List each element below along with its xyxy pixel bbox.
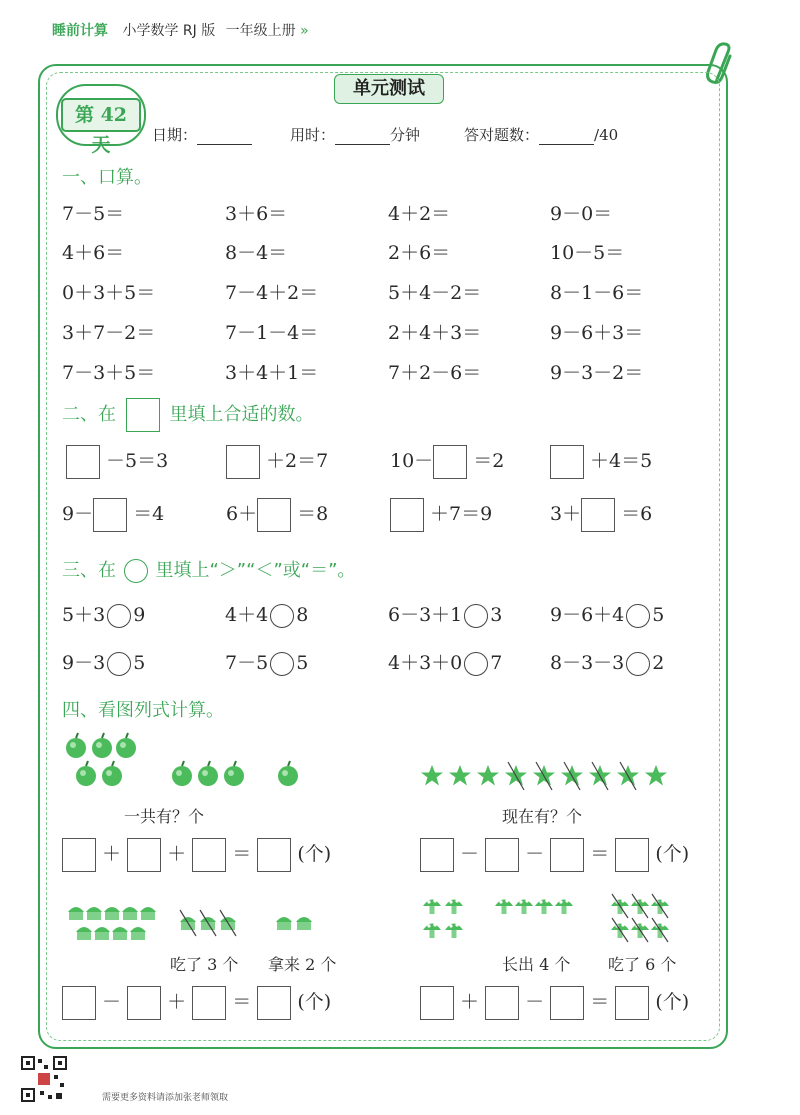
q4-caption-grown: 长出 4 个 — [502, 955, 571, 974]
answer-box[interactable] — [485, 838, 519, 872]
op-plus: ＋ — [102, 843, 122, 865]
answer-box[interactable] — [257, 838, 291, 872]
op-plus: ＋ — [460, 991, 480, 1013]
section-1-title: 一、口算。 — [62, 167, 152, 188]
oral-item: 10－5＝ — [550, 242, 625, 264]
oral-item: 4＋6＝ — [62, 242, 125, 264]
op-minus: － — [525, 843, 545, 865]
fill-item — [390, 445, 504, 479]
fill-item-text: 9－ — [62, 503, 94, 525]
answer-circle[interactable] — [626, 652, 650, 676]
oral-item: 2＋4＋3＝ — [388, 322, 482, 344]
score-field — [464, 124, 618, 145]
section-3-title — [62, 556, 355, 583]
footer-note: 需要更多资料请添加张老师领取 — [102, 1093, 229, 1103]
op-equal: ＝ — [232, 991, 252, 1013]
fill-item — [390, 498, 492, 532]
answer-box[interactable] — [550, 986, 584, 1020]
answer-box[interactable] — [420, 986, 454, 1020]
compare-left: 9－3 — [62, 652, 106, 674]
header-arrow-icon: » — [300, 23, 309, 39]
score-label: 答对题数： — [464, 126, 540, 144]
answer-box[interactable] — [581, 498, 615, 532]
book-name: 小学数学 RJ 版 — [122, 23, 216, 39]
oral-item: 9－0＝ — [550, 203, 613, 225]
fill-item-text: 10－ — [390, 450, 434, 472]
compare-right: 9 — [133, 604, 146, 626]
answer-box[interactable] — [485, 986, 519, 1020]
oral-item: 8－1－6＝ — [550, 282, 644, 304]
fill-item-text: 6＋ — [226, 503, 258, 525]
compare-left: 5＋3 — [62, 604, 106, 626]
time-unit: 分钟 — [390, 126, 421, 144]
section-2-title-pre: 二、在 — [62, 404, 116, 425]
op-equal: ＝ — [590, 843, 610, 865]
op-equal: ＝ — [232, 843, 252, 865]
unit-label: (个) — [655, 843, 690, 865]
q2-equation — [420, 838, 689, 872]
compare-right: 7 — [490, 652, 503, 674]
compare-item — [550, 600, 664, 628]
oral-item: 3＋6＝ — [225, 203, 288, 225]
answer-circle[interactable] — [626, 604, 650, 628]
fill-item-text: ＝2 — [473, 450, 505, 472]
answer-box[interactable] — [192, 986, 226, 1020]
answer-box[interactable] — [550, 838, 584, 872]
apples-picture — [62, 732, 312, 794]
oral-item: 3＋4＋1＝ — [225, 362, 319, 384]
compare-left: 8－3－3 — [550, 652, 625, 674]
compare-item — [550, 648, 664, 676]
q2-caption: 现在有？个 — [502, 807, 583, 826]
fill-item-text: ＝4 — [133, 503, 165, 525]
day-label: 第 42 天 — [61, 98, 141, 132]
op-plus: ＋ — [167, 843, 187, 865]
compare-right: 5 — [296, 652, 309, 674]
oral-item: 3＋7－2＝ — [62, 322, 156, 344]
op-minus: － — [102, 991, 122, 1013]
answer-box[interactable] — [420, 838, 454, 872]
cupcakes-picture — [64, 898, 324, 944]
fill-item-text: ＝8 — [297, 503, 329, 525]
compare-left: 4＋4 — [225, 604, 269, 626]
date-field — [152, 124, 252, 145]
answer-circle[interactable] — [464, 652, 488, 676]
section-2-title-post: 里填上合适的数。 — [169, 404, 314, 425]
answer-box[interactable] — [390, 498, 424, 532]
q1-equation — [62, 838, 331, 872]
compare-right: 5 — [652, 604, 665, 626]
compare-left: 7－5 — [225, 652, 269, 674]
compare-left: 4＋3＋0 — [388, 652, 463, 674]
page-title: 单元测试 — [334, 74, 444, 104]
compare-left: 6－3＋1 — [388, 604, 463, 626]
oral-item: 7－1－4＝ — [225, 322, 319, 344]
fill-item — [550, 445, 652, 479]
grade-name: 一年级上册 — [225, 23, 296, 39]
compare-item — [225, 600, 308, 628]
answer-box[interactable] — [226, 445, 260, 479]
fill-item-text: ＋4＝5 — [590, 450, 653, 472]
section-4-title: 四、看图列式计算。 — [62, 700, 224, 721]
answer-box[interactable] — [615, 986, 649, 1020]
fill-item — [550, 498, 652, 532]
section-3-title-pre: 三、在 — [62, 560, 116, 581]
unit-label: (个) — [655, 991, 690, 1013]
answer-box[interactable] — [127, 986, 161, 1020]
score-total: /40 — [594, 126, 619, 144]
fill-item-text: ＝6 — [621, 503, 653, 525]
fill-item-text: ＋2＝7 — [266, 450, 329, 472]
q4-caption-eaten: 吃了 6 个 — [608, 955, 677, 974]
op-minus: － — [525, 991, 545, 1013]
op-minus: － — [460, 843, 480, 865]
fill-item — [66, 445, 168, 479]
compare-item — [225, 648, 308, 676]
date-blank[interactable] — [197, 128, 252, 145]
answer-box[interactable] — [66, 445, 100, 479]
answer-box[interactable] — [550, 445, 584, 479]
unit-label: (个) — [297, 843, 332, 865]
compare-item — [388, 600, 502, 628]
fill-item — [226, 445, 328, 479]
compare-item — [62, 600, 145, 628]
oral-item: 2＋6＝ — [388, 242, 451, 264]
compare-left: 9－6＋4 — [550, 604, 625, 626]
section-3-title-post: 里填上“＞”“＜”或“＝”。 — [155, 560, 356, 581]
q3-caption-eaten: 吃了 3 个 — [170, 955, 239, 974]
sample-box — [126, 398, 160, 432]
answer-box[interactable] — [257, 986, 291, 1020]
mushrooms-picture — [420, 890, 690, 946]
fill-item — [62, 498, 164, 532]
compare-right: 8 — [296, 604, 309, 626]
book-header — [52, 20, 309, 40]
date-label: 日期： — [152, 126, 198, 144]
answer-circle[interactable] — [464, 604, 488, 628]
answer-box[interactable] — [62, 838, 96, 872]
oral-item: 7－4＋2＝ — [225, 282, 319, 304]
series-name: 睡前计算 — [52, 23, 108, 39]
answer-box[interactable] — [257, 498, 291, 532]
time-field — [290, 124, 420, 145]
score-blank[interactable] — [539, 128, 594, 145]
op-plus: ＋ — [167, 991, 187, 1013]
oral-item: 8－4＝ — [225, 242, 288, 264]
op-equal: ＝ — [590, 991, 610, 1013]
compare-right: 3 — [490, 604, 503, 626]
unit-label: (个) — [297, 991, 332, 1013]
answer-box[interactable] — [93, 498, 127, 532]
time-blank[interactable] — [335, 128, 390, 145]
compare-item — [388, 648, 502, 676]
fill-item-text: ＋7＝9 — [430, 503, 493, 525]
answer-circle[interactable] — [270, 652, 294, 676]
qr-code-icon — [20, 1055, 68, 1103]
oral-item: 7－3＋5＝ — [62, 362, 156, 384]
fill-item-text: 3＋ — [550, 503, 582, 525]
answer-circle[interactable] — [107, 604, 131, 628]
q1-caption: 一共有？个 — [124, 807, 205, 826]
section-2-title — [62, 398, 313, 432]
oral-item: 9－3－2＝ — [550, 362, 644, 384]
stars-picture — [418, 760, 688, 792]
compare-right: 2 — [652, 652, 665, 674]
answer-circle[interactable] — [270, 604, 294, 628]
q3-caption-brought: 拿来 2 个 — [268, 955, 337, 974]
answer-box[interactable] — [127, 838, 161, 872]
answer-box[interactable] — [62, 986, 96, 1020]
answer-box[interactable] — [615, 838, 649, 872]
q4-equation — [420, 986, 689, 1020]
oral-item: 7＋2－6＝ — [388, 362, 482, 384]
oral-item: 7－5＝ — [62, 203, 125, 225]
time-label: 用时： — [290, 126, 336, 144]
oral-item: 5＋4－2＝ — [388, 282, 482, 304]
compare-right: 5 — [133, 652, 146, 674]
q3-equation — [62, 986, 331, 1020]
oral-item: 0＋3＋5＝ — [62, 282, 156, 304]
fill-item-text: －5＝3 — [106, 450, 169, 472]
sample-circle — [124, 559, 148, 583]
answer-circle[interactable] — [107, 652, 131, 676]
compare-item — [62, 648, 145, 676]
day-badge — [56, 84, 146, 156]
answer-box[interactable] — [433, 445, 467, 479]
fill-item — [226, 498, 328, 532]
answer-box[interactable] — [192, 838, 226, 872]
oral-item: 9－6＋3＝ — [550, 322, 644, 344]
oral-item: 4＋2＝ — [388, 203, 451, 225]
